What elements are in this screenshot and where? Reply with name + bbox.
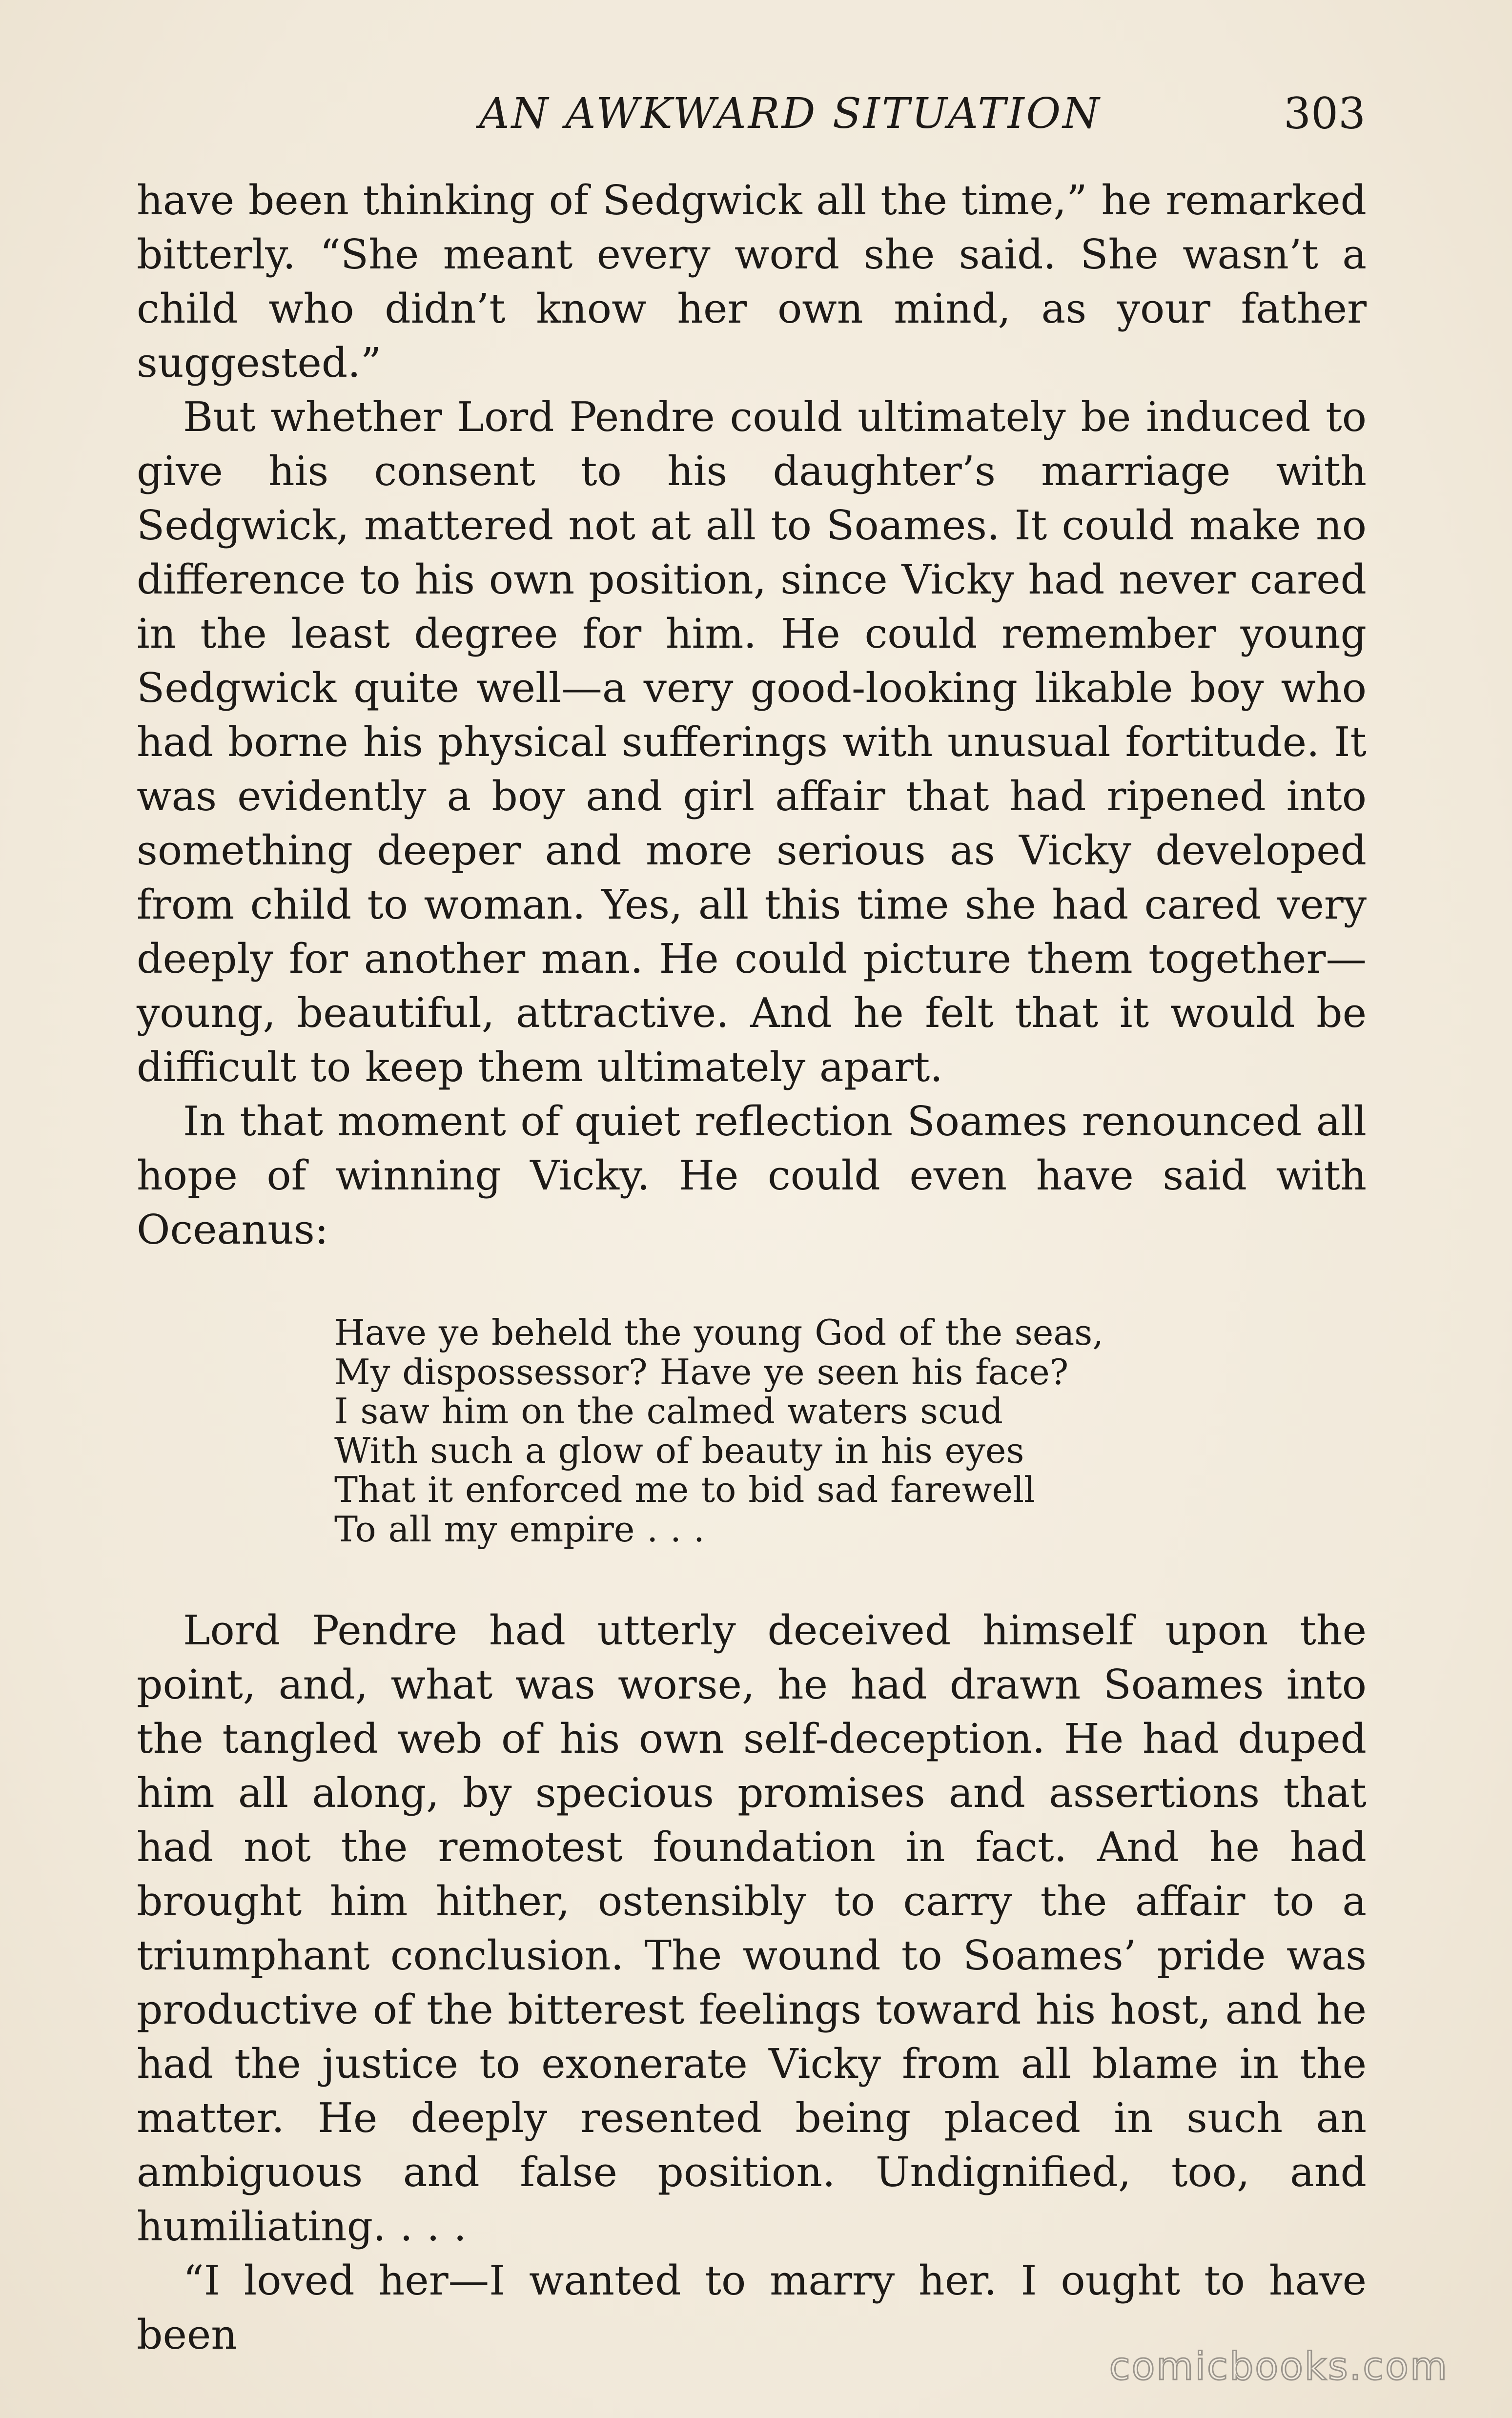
running-title: AN AWKWARD SITUATION: [479, 89, 1102, 138]
paragraph-continued: have been thinking of Sedgwick all the time,” he remarked bitterly. “She meant every word she said. She wasn’t a child who didn’t know her own mind, as your father suggested.”: [137, 176, 1367, 387]
paragraph-continues: “I loved her—I wanted to marry her. I ought to have been: [137, 2256, 1367, 2358]
paragraph: Lord Pendre had utterly deceived himself upon the point, and, what was worse, he had drawn Soames into the tangled web of his own self-deception. He had duped him all along, by specious promises and assertions that had not the remotest foundation in fact. And he had brought him hither, ostensibly to carry the affair to a triumphant conclusion. The wound to Soames’ pride was productive of the bitterest feelings toward his host, and he had the justice to exonerate Vicky from all blame in the matter. He deeply resented being placed in such an ambiguous and false position. Undignified, too, and humiliating. . . .: [137, 1606, 1367, 2250]
paragraph: But whether Lord Pendre could ultimately be induced to give his consent to his daughter’s marriage with Sedgwick, mattered not at all to Soames. It could make no difference to his own position, since Vicky had never cared in the least degree for him. He could remember young Sedgwick quite well—a very good-looking likable boy who had borne his physical sufferings with unusual fortitude. It was evidently a boy and girl affair that had ripened into something deeper and more serious as Vicky developed from child to woman. Yes, all this time she had cared very deeply for another man. He could picture them together—young, beautiful, attractive. And he felt that it would be difficult to keep them ultimately apart.: [137, 393, 1367, 1091]
page-header: [137, 87, 1366, 141]
paragraph: In that moment of quiet reflection Soames renounced all hope of winning Vicky. He could even have said with Oceanus:: [137, 1097, 1367, 1253]
verse-line: Have ye beheld the young God of the seas,: [334, 1312, 1104, 1353]
verse-line: That it enforced me to bid sad farewell: [334, 1469, 1036, 1510]
verse-quotation: [334, 1313, 1367, 1549]
verse-line: I saw him on the calmed waters scud: [334, 1391, 1003, 1432]
verse-line: To all my empire . . .: [334, 1508, 705, 1550]
body-text: [137, 173, 1367, 2362]
watermark: comicbooks.com: [1109, 2345, 1449, 2389]
verse-line: My dispossessor? Have ye seen his face?: [334, 1351, 1069, 1393]
verse-line: With such a glow of beauty in his eyes: [334, 1430, 1024, 1471]
page-number: 303: [1284, 88, 1366, 139]
